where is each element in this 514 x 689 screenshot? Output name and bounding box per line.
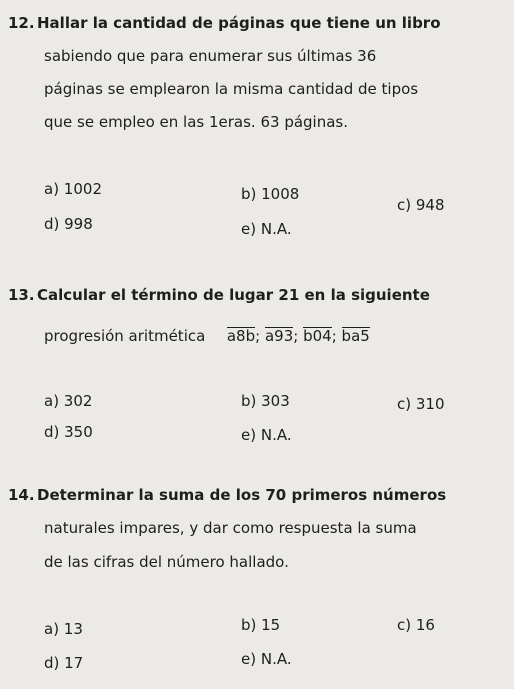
- question-text-line: Calcular el término de lugar 21 en la siguiente: [37, 286, 430, 304]
- question-text-line: páginas se emplearon la misma cantidad de tipos: [44, 80, 419, 98]
- question-number: 13.: [8, 286, 35, 304]
- question-number: 14.: [8, 486, 35, 504]
- option-c: c) 16: [397, 616, 435, 634]
- option-b: b) 1008: [241, 185, 300, 203]
- question-text-line: [44, 327, 370, 345]
- option-d: d) 17: [44, 654, 84, 672]
- option-e: e) N.A.: [241, 650, 292, 668]
- term-separator: ;: [331, 327, 337, 345]
- option-b: b) 15: [241, 616, 281, 634]
- question-text-line: Hallar la cantidad de páginas que tiene un libro: [37, 14, 441, 32]
- overlined-term: a93: [264, 327, 294, 345]
- question-text-line: que se empleo en las 1eras. 63 páginas.: [44, 113, 349, 131]
- overlined-term: ba5: [341, 327, 370, 345]
- option-d: d) 350: [44, 423, 93, 441]
- overlined-term: b04: [303, 327, 332, 345]
- question-text-line: de las cifras del número hallado.: [44, 553, 289, 571]
- term-separator: ;: [293, 327, 299, 345]
- option-e: e) N.A.: [241, 426, 292, 444]
- question-number: 12.: [8, 14, 35, 32]
- option-b: b) 303: [241, 392, 290, 410]
- option-a: a) 1002: [44, 180, 102, 198]
- option-d: d) 998: [44, 215, 93, 233]
- option-c: c) 310: [397, 395, 445, 413]
- term-separator: ;: [255, 327, 261, 345]
- option-a: a) 13: [44, 620, 83, 638]
- option-a: a) 302: [44, 392, 93, 410]
- option-e: e) N.A.: [241, 220, 292, 238]
- option-c: c) 948: [397, 196, 445, 214]
- question-text-line: sabiendo que para enumerar sus últimas 36: [44, 47, 377, 65]
- question-text-line: Determinar la suma de los 70 primeros números: [37, 486, 447, 504]
- progression-label: progresión aritmética: [44, 327, 206, 345]
- overlined-term: a8b: [226, 327, 256, 345]
- question-text-line: naturales impares, y dar como respuesta la suma: [44, 519, 417, 537]
